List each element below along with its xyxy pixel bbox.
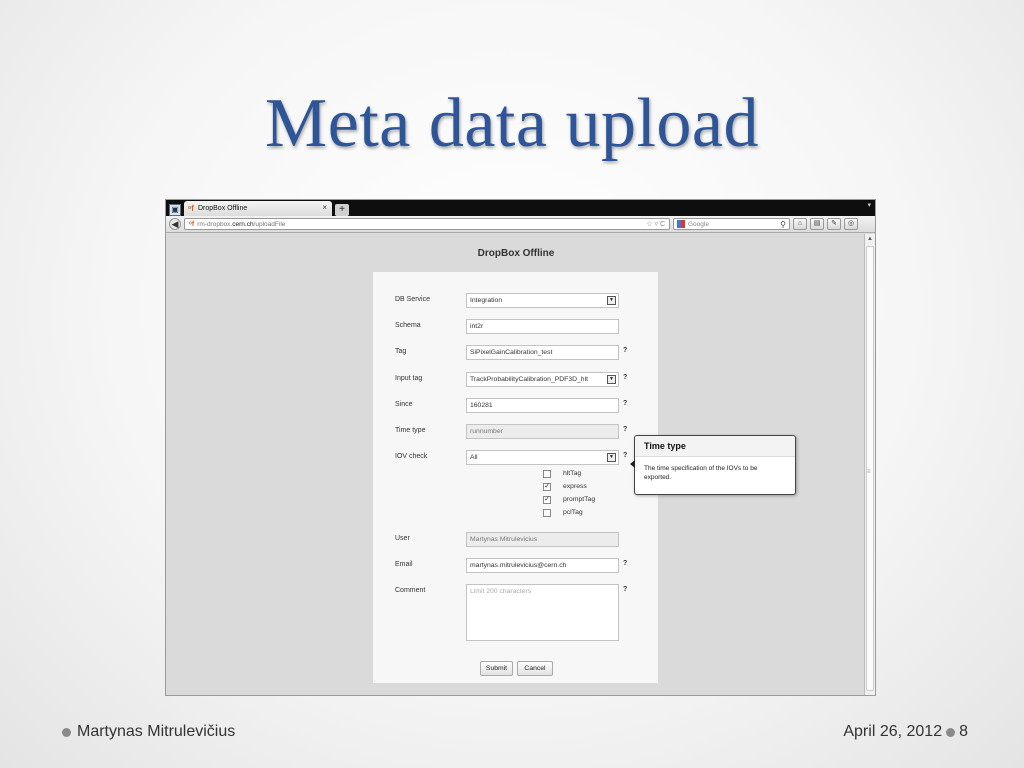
new-tab-button[interactable]: + [335, 204, 349, 216]
tag-field[interactable]: SiPixelGainCalibration_test [466, 345, 619, 360]
checkbox-box[interactable] [543, 470, 551, 478]
row-schema [395, 319, 655, 335]
checkbox-label: express [563, 483, 587, 490]
footer-date [843, 723, 968, 741]
time-type-label: Time type [395, 427, 426, 434]
since-label: Since [395, 401, 413, 408]
tab-close-icon[interactable]: × [322, 203, 327, 212]
email-field[interactable]: martynas.mitrulevicius@cern.ch [466, 558, 619, 573]
site-favicon-icon: ᵒf [189, 220, 195, 228]
settings-icon[interactable]: ◎ [844, 218, 858, 230]
row-db-service [395, 293, 655, 309]
search-icon[interactable]: ⚲ [780, 220, 786, 229]
page-heading: DropBox Offline [477, 248, 555, 259]
checkbox-label: hltTag [563, 470, 582, 477]
vertical-scrollbar[interactable] [864, 234, 875, 695]
tooltip-body: The time specification of the IOVs to be exported. [644, 465, 758, 481]
bookmark-star-icon[interactable]: ☆ ▿ C [646, 221, 665, 228]
tab-title: DropBox Offline [197, 205, 248, 212]
navigation-bar [166, 216, 875, 233]
checkbox-label: pclTag [563, 509, 583, 516]
email-label: Email [395, 561, 413, 568]
search-placeholder: Google [688, 220, 709, 228]
user-label: User [395, 535, 410, 542]
tag-label: Tag [395, 348, 407, 355]
row-time-type [395, 424, 655, 440]
google-icon [677, 220, 685, 228]
chevron-down-icon: ▼ [607, 296, 616, 305]
comment-help-icon[interactable]: ? [623, 586, 628, 593]
row-input-tag [395, 372, 655, 388]
since-field[interactable]: 160281 [466, 398, 619, 413]
submit-button[interactable]: Submit [480, 661, 513, 676]
tab-groups-icon[interactable]: ▣ [169, 204, 181, 216]
checkbox-box[interactable] [543, 509, 551, 517]
addon-icon[interactable]: ✎ [827, 218, 841, 230]
row-email [395, 558, 655, 574]
iov-check-label: IOV check [395, 453, 428, 460]
home-icon[interactable]: ⌂ [793, 218, 807, 230]
checkbox-prompttag[interactable] [543, 495, 653, 507]
row-since [395, 398, 655, 414]
input-tag-label: Input tag [395, 375, 423, 382]
scroll-grip-icon: ≡ [867, 469, 871, 475]
checkbox-label: promptTag [563, 496, 596, 503]
browser-window [165, 199, 876, 696]
row-user [395, 532, 655, 548]
bullet-icon [62, 728, 71, 737]
search-bar[interactable] [673, 218, 790, 230]
chevron-down-icon: ▼ [607, 375, 616, 384]
row-iov-check [395, 450, 655, 466]
slide-number: 8 [959, 723, 968, 740]
slide-date: April 26, 2012 [843, 723, 943, 740]
user-field[interactable]: Martynas Mitrulevicius [466, 532, 619, 547]
checkbox-pcltag[interactable] [543, 508, 653, 520]
time-type-tooltip [634, 435, 796, 495]
comment-label: Comment [395, 587, 426, 594]
tab-bar [166, 200, 875, 216]
dropbox-favicon-icon: ᵒf [188, 204, 194, 213]
author-name: Martynas Mitrulevičius [77, 723, 236, 740]
chevron-down-icon: ▼ [607, 453, 616, 462]
back-arrow-icon[interactable]: ◀ [169, 218, 181, 230]
browser-tab[interactable] [184, 201, 332, 216]
input-tag-help-icon[interactable]: ? [623, 374, 628, 381]
checkbox-box[interactable]: ✓ [544, 483, 550, 490]
db-service-select[interactable]: Integration ▼ [466, 293, 619, 308]
tooltip-pointer [630, 460, 635, 468]
iov-check-help-icon[interactable]: ? [623, 452, 628, 459]
email-help-icon[interactable]: ? [623, 560, 628, 567]
tooltip-title: Time type [635, 436, 795, 457]
input-tag-select[interactable]: TrackProbabilityCalibration_PDF3D_hlt ▼ [466, 372, 619, 387]
cancel-button[interactable]: Cancel [517, 661, 553, 676]
row-tag [395, 345, 655, 361]
row-comment [395, 584, 655, 600]
bookmarks-menu-icon[interactable]: ▤ [810, 218, 824, 230]
bullet-icon [946, 728, 955, 737]
time-type-help-icon[interactable]: ? [623, 426, 628, 433]
tab-list-arrow-icon[interactable]: ▾ [867, 202, 871, 209]
scroll-up-icon[interactable]: ▲ [867, 236, 873, 242]
upload-form [373, 272, 658, 683]
page-content [166, 234, 866, 695]
footer-author [62, 723, 235, 741]
schema-label: Schema [395, 322, 421, 329]
checkbox-box[interactable]: ✓ [544, 496, 550, 503]
time-type-field[interactable]: runnumber [466, 424, 619, 439]
db-service-label: DB Service [395, 296, 431, 303]
since-help-icon[interactable]: ? [623, 400, 628, 407]
url-bar[interactable] [184, 218, 670, 230]
iov-check-select[interactable]: All ▼ [466, 450, 619, 465]
url-text: rm-dropbox.cern.ch/uploadFile [197, 220, 286, 228]
schema-field[interactable]: int2r [466, 319, 619, 334]
comment-textarea[interactable]: Limit 200 characters [466, 584, 619, 641]
tag-help-icon[interactable]: ? [623, 347, 628, 354]
slide-title: Meta data upload [265, 85, 759, 162]
